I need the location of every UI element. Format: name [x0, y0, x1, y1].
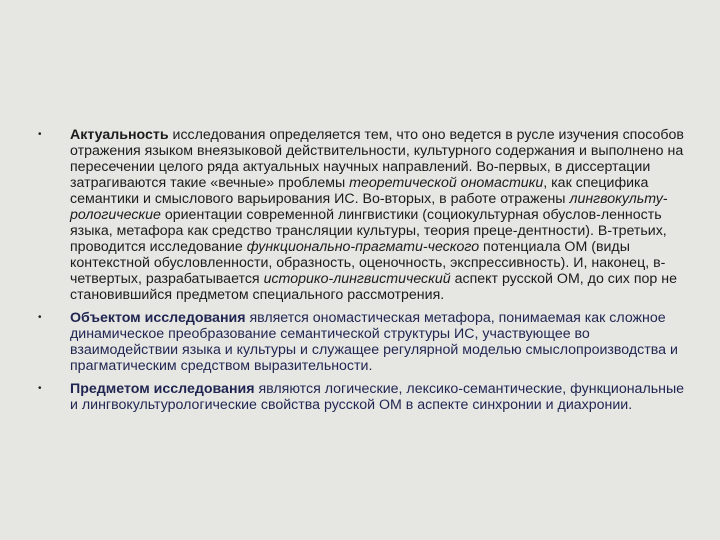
- bullet-icon: •: [38, 129, 42, 140]
- paragraph-relevance: [70, 127, 684, 303]
- bullet-icon: •: [38, 383, 42, 394]
- paragraph-subject: [70, 381, 684, 413]
- emphasis-segment: функционально-прагмати-ческого: [246, 239, 480, 255]
- heading-relevance: Актуальность: [70, 127, 169, 143]
- text-segment: является ономастическая метафора, понимаемая как сложное динамическое преобразование семантической структуры ИС, участвующее во взаимодействии языка и культуры и служащее регулярной моделью смыслопроизводства и прагматическим средством выразительности.: [70, 310, 678, 374]
- heading-subject: Предметом исследования: [70, 381, 255, 397]
- text-segment: , как специфика семантики и смыслового варьирования ИС. Во-вторых, в работе отражены: [70, 175, 649, 207]
- paragraph-object: [70, 310, 678, 374]
- bullet-item-object: [38, 310, 688, 374]
- emphasis-segment: теоретической ономастики: [349, 175, 544, 191]
- heading-object: Объектом исследования: [70, 310, 246, 326]
- bullet-item-relevance: [38, 127, 688, 303]
- bullet-list: [38, 127, 688, 420]
- text-segment: потенциала ОМ (виды контекстной обусловленности, образность, оценочность, экспрессивность). И, наконец, в-четвертых, разрабатывается: [70, 239, 666, 287]
- bullet-icon: •: [38, 312, 42, 323]
- emphasis-segment: лингвокульту-рологические: [70, 191, 668, 223]
- text-segment: исследования определяется тем, что оно ведется в русле изучения способов отражения языком внеязыковой действительности, культурного содержания и выполнено на пересечении целого ряда актуальных научных направлений. Во-первых, в диссертации затрагиваются такие «вечные» проблемы: [70, 127, 684, 191]
- text-segment: являются логические, лексико-семантические, функциональные и лингвокультурологические свойства русской ОМ в аспекте синхронии и диахронии.: [70, 381, 685, 413]
- text-segment: ориентации современной лингвистики (социокультурная обуслов-ленность языка, метафора как средство трансляции культуры, теория преце-дентности). В-третьих, проводится исследование: [70, 207, 667, 255]
- text-segment: аспект русской ОМ, до сих пор не становившийся предметом специального рассмотрения.: [70, 271, 677, 303]
- bullet-item-subject: [38, 381, 688, 413]
- emphasis-segment: историко-лингвистический: [263, 271, 451, 287]
